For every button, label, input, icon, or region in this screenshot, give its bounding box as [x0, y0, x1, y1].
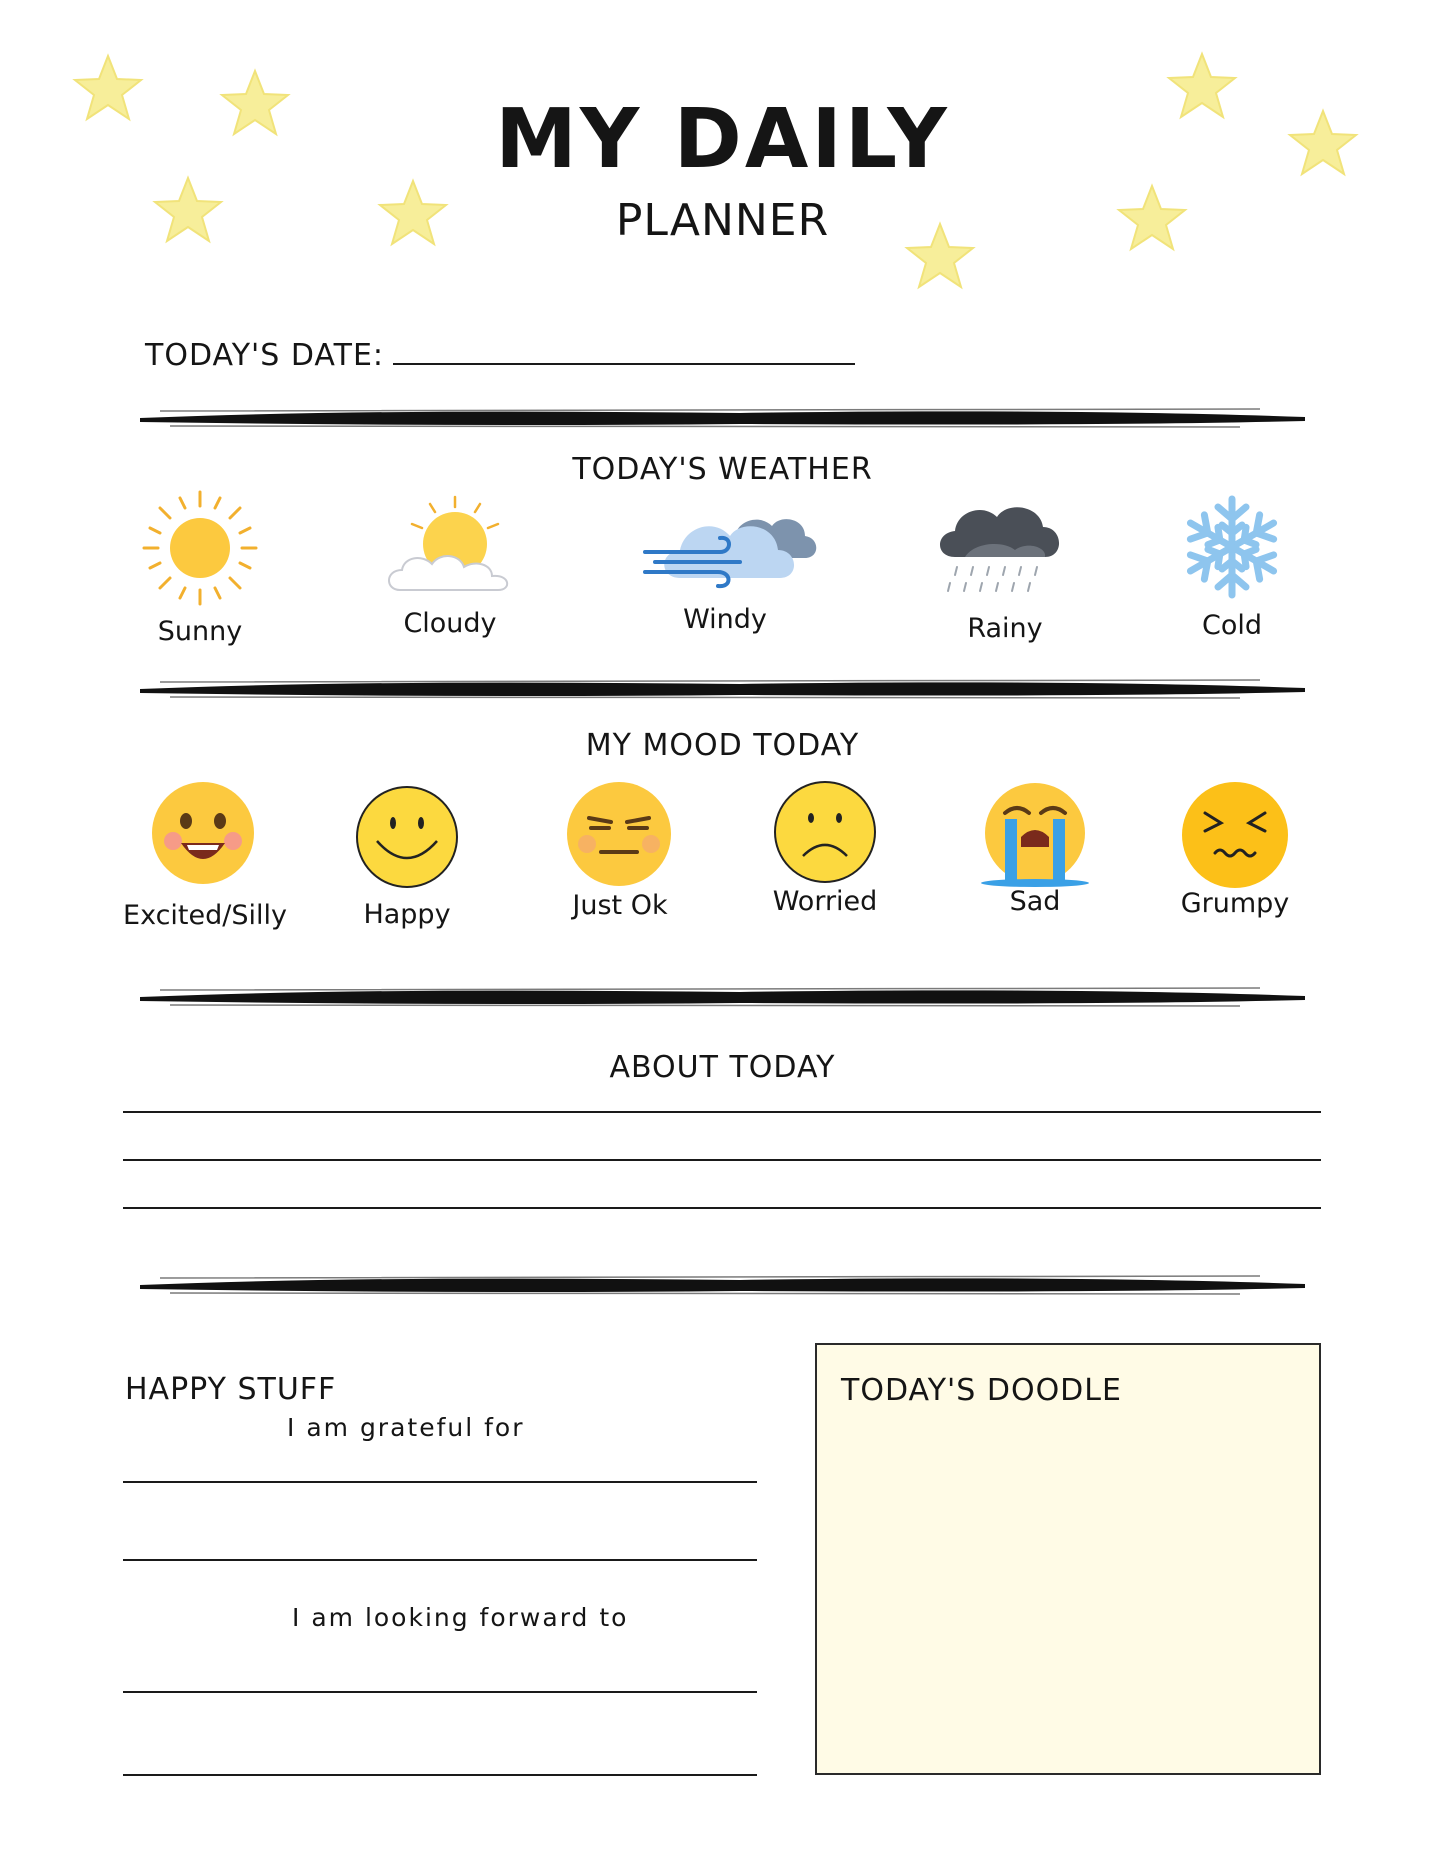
date-label: TODAY'S DATE: [145, 338, 385, 373]
grateful-writing-line[interactable] [123, 1559, 757, 1561]
happy-stuff-heading: HAPPY STUFF [125, 1372, 337, 1407]
mood-option-sad[interactable] [975, 778, 1095, 917]
brush-divider [140, 405, 1305, 429]
mood-option-just-ok[interactable] [560, 780, 680, 921]
about-writing-line[interactable] [123, 1159, 1321, 1161]
excited-face-icon [150, 780, 256, 886]
mood-heading: MY MOOD TODAY [585, 728, 860, 763]
grateful-prompt: I am grateful for [287, 1413, 525, 1442]
weather-label: Windy [683, 604, 767, 635]
about-writing-line[interactable] [123, 1207, 1321, 1209]
about-heading: ABOUT TODAY [609, 1050, 836, 1085]
weather-heading: TODAY'S WEATHER [572, 452, 873, 487]
weather-label: Rainy [967, 613, 1043, 644]
weather-option-sunny[interactable] [140, 488, 270, 647]
happy-face-icon [355, 785, 459, 889]
sun-icon [140, 488, 260, 608]
mood-label: Excited/Silly [123, 900, 287, 931]
mood-option-excited[interactable] [120, 780, 290, 931]
grateful-writing-line[interactable] [123, 1481, 757, 1483]
weather-label: Cloudy [403, 608, 497, 639]
brush-divider [140, 1272, 1305, 1296]
about-writing-line[interactable] [123, 1111, 1321, 1113]
rain-cloud-icon [935, 495, 1065, 605]
weather-label: Sunny [157, 616, 243, 647]
doodle-box[interactable] [815, 1343, 1321, 1775]
weather-option-rainy[interactable] [935, 495, 1065, 644]
forward-prompt: I am looking forward to [292, 1603, 629, 1632]
mood-option-grumpy[interactable] [1180, 780, 1300, 919]
mood-label: Sad [1009, 886, 1061, 917]
mood-label: Happy [363, 899, 451, 930]
page-title: MY DAILY [495, 92, 950, 187]
mood-option-happy[interactable] [355, 785, 465, 930]
weather-label: Cold [1201, 610, 1262, 641]
mood-label: Worried [772, 886, 878, 917]
snowflake-icon [1180, 492, 1284, 602]
worried-face-icon [773, 780, 877, 884]
sun-cloud-icon [380, 492, 520, 602]
page-subtitle: PLANNER [615, 195, 830, 246]
mood-label: Grumpy [1180, 888, 1290, 919]
forward-writing-line[interactable] [123, 1691, 757, 1693]
forward-writing-line[interactable] [123, 1774, 757, 1776]
crying-face-icon [980, 778, 1090, 888]
mood-option-worried[interactable] [765, 780, 885, 917]
grumpy-face-icon [1180, 780, 1290, 890]
mood-label: Just Ok [572, 890, 668, 921]
weather-option-cloudy[interactable] [380, 492, 520, 639]
brush-divider [140, 984, 1305, 1008]
weather-option-windy[interactable] [640, 498, 820, 635]
date-input-line[interactable] [393, 363, 855, 365]
doodle-heading: TODAY'S DOODLE [841, 1373, 1122, 1408]
wind-cloud-icon [640, 498, 820, 594]
meh-face-icon [565, 780, 673, 888]
weather-option-cold[interactable] [1180, 492, 1300, 641]
brush-divider [140, 676, 1305, 700]
